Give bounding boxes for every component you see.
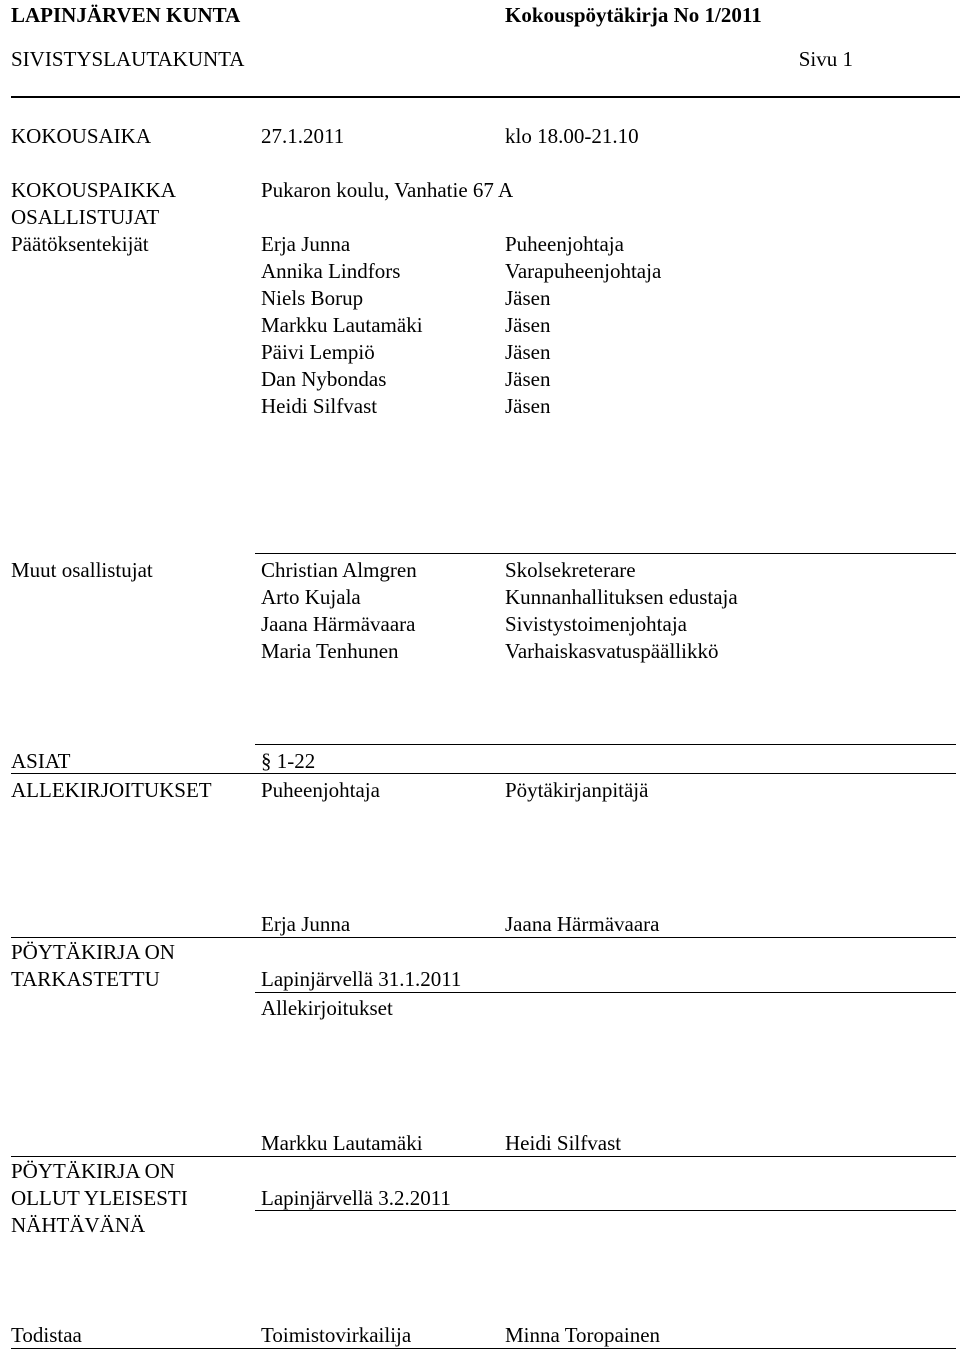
checked-rule (255, 992, 956, 993)
member-role: Jäsen (505, 340, 551, 364)
checked-label-line-1: PÖYTÄKIRJA ON (11, 940, 175, 964)
header-rule (11, 96, 960, 98)
matters-value: § 1-22 (261, 749, 316, 773)
public-label-line-1: PÖYTÄKIRJA ON (11, 1159, 175, 1183)
participant-name: Maria Tenhunen (261, 639, 399, 663)
other-participants-label: Muut osallistujat (11, 558, 153, 582)
member-name: Dan Nybondas (261, 367, 387, 391)
member-name: Niels Borup (261, 286, 364, 310)
participant-role: Sivistystoimenjohtaja (505, 612, 687, 636)
member-name: Erja Junna (261, 232, 351, 256)
matters-label: ASIAT (11, 749, 71, 773)
chair-title: Puheenjohtaja (261, 778, 380, 802)
member-name: Päivi Lempiö (261, 340, 375, 364)
meeting-date: 27.1.2011 (261, 124, 345, 148)
participant-role: Skolsekreterare (505, 558, 636, 582)
member-role: Jäsen (505, 367, 551, 391)
participant-name: Christian Almgren (261, 558, 417, 582)
member-role: Jäsen (505, 313, 551, 337)
participant-role: Varhaiskasvatuspäällikkö (505, 639, 719, 663)
document-title: Kokouspöytäkirja No 1/2011 (505, 3, 762, 27)
committee-name: SIVISTYSLAUTAKUNTA (11, 47, 245, 71)
decision-makers-label: Päätöksentekijät (11, 232, 149, 256)
public-label-line-2: OLLUT YLEISESTI (11, 1186, 188, 1210)
meeting-place: Pukaron koulu, Vanhatie 67 A (261, 178, 514, 202)
attest-title: Toimistovirkailija (261, 1323, 412, 1347)
matters-rule-top (255, 744, 956, 745)
member-name: Annika Lindfors (261, 259, 401, 283)
checked-label-line-2: TARKASTETTU (11, 967, 160, 991)
matters-rule-bottom (11, 773, 956, 774)
member-name: Markku Lautamäki (261, 313, 423, 337)
checked-signatures-caption: Allekirjoitukset (261, 996, 393, 1020)
public-place-date: Lapinjärvellä 3.2.2011 (261, 1186, 451, 1210)
participants-label: OSALLISTUJAT (11, 205, 160, 229)
member-role: Jäsen (505, 394, 551, 418)
participant-name: Arto Kujala (261, 585, 361, 609)
member-role: Puheenjohtaja (505, 232, 624, 256)
meeting-time-label: KOKOUSAIKA (11, 124, 151, 148)
attest-label: Todistaa (11, 1323, 82, 1347)
attest-rule (11, 1348, 956, 1349)
member-role: Jäsen (505, 286, 551, 310)
secretary-title: Pöytäkirjanpitäjä (505, 778, 649, 802)
secretary-name: Jaana Härmävaara (505, 912, 660, 936)
meeting-time: klo 18.00-21.10 (505, 124, 639, 148)
chair-name: Erja Junna (261, 912, 351, 936)
participant-role: Kunnanhallituksen edustaja (505, 585, 738, 609)
checker-1-name: Markku Lautamäki (261, 1131, 423, 1155)
member-role: Varapuheenjohtaja (505, 259, 662, 283)
public-label-line-3: NÄHTÄVÄNÄ (11, 1213, 146, 1237)
public-rule (255, 1210, 956, 1211)
participant-name: Jaana Härmävaara (261, 612, 416, 636)
signatures-label: ALLEKIRJOITUKSET (11, 778, 212, 802)
member-name: Heidi Silfvast (261, 394, 378, 418)
checked-place-date: Lapinjärvellä 31.1.2011 (261, 967, 462, 991)
signatures-rule (11, 937, 956, 938)
others-rule (255, 553, 956, 554)
attest-name: Minna Toropainen (505, 1323, 661, 1347)
page-number: Sivu 1 (798, 47, 853, 71)
checker-2-name: Heidi Silfvast (505, 1131, 622, 1155)
checkers-rule (11, 1156, 956, 1157)
meeting-place-label: KOKOUSPAIKKA (11, 178, 176, 202)
organization-name: LAPINJÄRVEN KUNTA (11, 3, 241, 27)
